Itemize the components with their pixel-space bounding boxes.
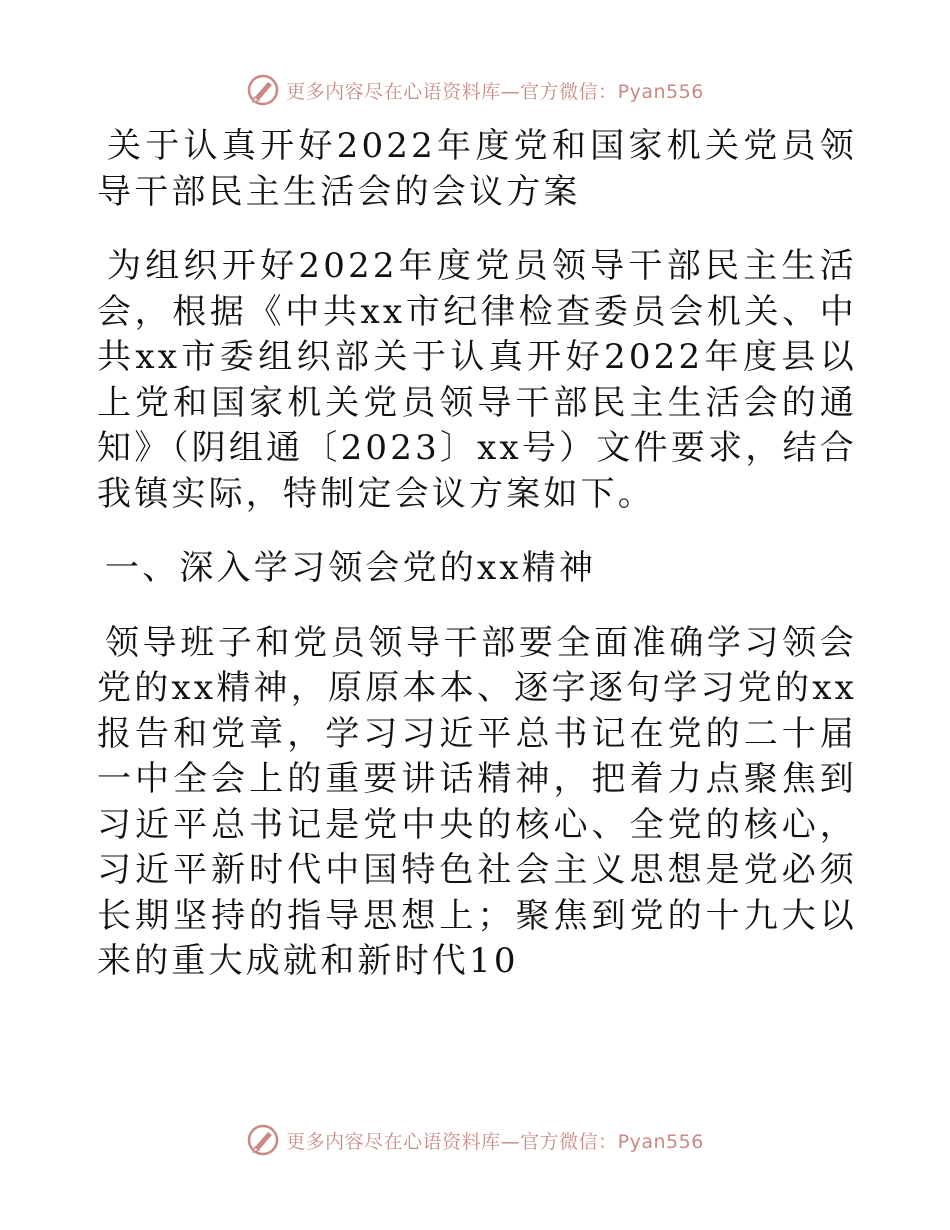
pen-swirl-logo-icon <box>246 1123 280 1157</box>
document-title: 关于认真开好2022年度党和国家机关党员领导干部民主生活会的会议方案 <box>97 126 857 212</box>
watermark-banner-top <box>0 70 950 110</box>
section-heading: 一、深入学习领会党的xx精神 <box>105 548 597 588</box>
watermark-banner-bottom <box>0 1120 950 1160</box>
section-paragraph: 领导班子和党员领导干部要全面准确学习领会党的xx精神，原原本本、逐字逐句学习党的xx报告和党章，学习习近平总书记在党的二十届一中全会上的重要讲话精神，把着力点聚焦到习近平总书记是党中央的核心、全党的核心，习近平新时代中国特色社会主义思想是党必须长期坚持的指导思想上；聚焦到党的十九大以来的重大成就和新时代10 <box>97 622 857 981</box>
watermark-text: 更多内容尽在心语资料库—官方微信：Pyan556 <box>286 1130 704 1153</box>
watermark-text: 更多内容尽在心语资料库—官方微信：Pyan556 <box>286 80 704 103</box>
intro-paragraph: 为组织开好2022年度党员领导干部民主生活会，根据《中共xx市纪律检查委员会机关、中共xx市委组织部关于认真开好2022年度县以上党和国家机关党员领导干部民主生活会的通知》（阴组通〔2023〕xx号）文件要求，结合我镇实际，特制定会议方案如下。 <box>97 246 857 514</box>
pen-swirl-logo-icon <box>246 73 280 107</box>
document-body <box>97 124 857 985</box>
